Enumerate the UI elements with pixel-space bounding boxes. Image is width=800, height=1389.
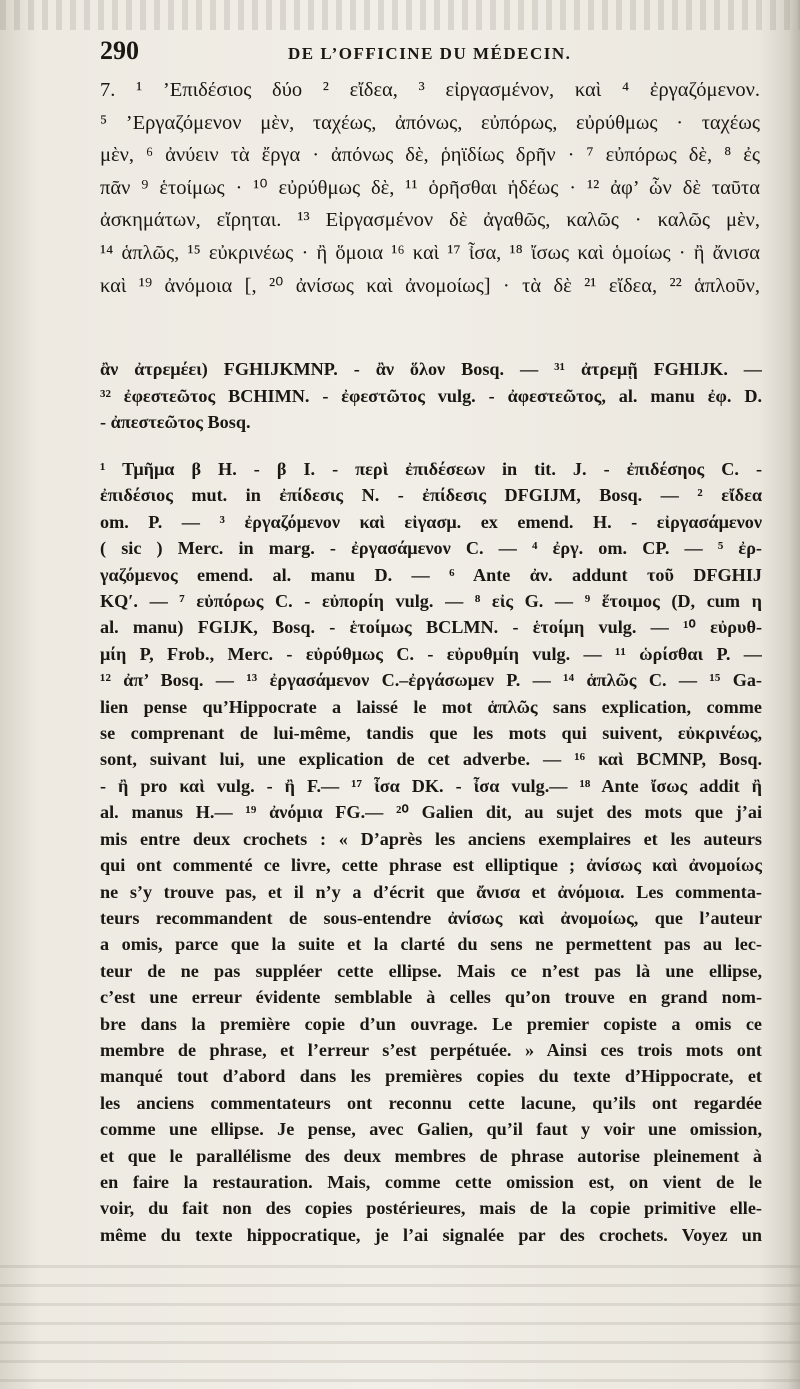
footnote-line: en faire la restauration. Mais, comme cette omission est, on vient de le (100, 1171, 762, 1192)
footnote-line: c’est une erreur évidente semblable à celles qu’on trouve en grand nom- (100, 987, 762, 1008)
main-line: καὶ ¹⁹ ἀνόμοια [, ²⁰ ἀνίσως καὶ ἀνομοίως] · τὰ δὲ ²¹ εἴδεα, ²² ἁπλοῦν, (100, 274, 760, 297)
bleed-through-bottom (0, 1249, 800, 1389)
main-line: 7. ¹ ’Επιδέσιος δύο ² εἴδεα, ³ εἰργασμένον, καὶ ⁴ ἐργαζόμενον. (100, 79, 760, 101)
footnote-line: om. P. — ³ ἐργαζόμενον καὶ εἰγασμ. ex emend. H. - εἰργασάμενον (100, 511, 762, 532)
page-header (100, 36, 760, 68)
footnotes-continued (100, 356, 762, 436)
footnote-line: mis entre deux crochets : « D’après les anciens exemplaires et les auteurs (100, 828, 762, 849)
footnote-line: a omis, parce que la suite et la clarté du sens ne permettent pas au lec- (100, 934, 762, 955)
footnote-line: ( sic ) Merc. in marg. - ἐργασάμενον C. — ⁴ ἐργ. om. CP. — ⁵ ἐρ- (100, 538, 762, 559)
footnote-line: μίη P, Frob., Merc. - εὐρύθμως C. - εὐρυθμίη vulg. — ¹¹ ὡρίσθαι P. — (100, 643, 762, 664)
footnote-line: ¹ Τμῆμα β H. - β I. - περὶ ἐπιδέσεων in tit. J. - ἐπιδέσηος C. - (100, 459, 762, 479)
bleed-through-top (0, 0, 800, 30)
footnote-line: ἂν ἀτρεμέει) FGHIJKMNP. - ἂν ὅλον Bosq. — ³¹ ἀτρεμῇ FGHIJK. — (100, 359, 762, 379)
running-title: DE L’OFFICINE DU MÉDECIN. (288, 44, 572, 63)
footnote-line: bre dans la première copie d’un ouvrage. Le premier copiste a omis ce (100, 1013, 762, 1034)
main-line: πᾶν ⁹ ἑτοίμως · ¹⁰ εὐρύθμως δὲ, ¹¹ ὁρῆσθαι ἡδέως · ¹² ἀφ’ ὧν δὲ ταῦτα (100, 176, 760, 199)
footnote-line: comme une ellipse. Je pense, avec Galien, qu’il faut y voir une omission, (100, 1119, 762, 1140)
main-line: ἀσκημάτων, εἴρηται. ¹³ Εἰργασμένον δὲ ἀγαθῶς, καλῶς · καλῶς μὲν, (100, 209, 760, 232)
main-line: ¹⁴ ἁπλῶς, ¹⁵ εὐκρινέως · ἢ ὅμοια ¹⁶ καὶ ¹⁷ ἶσα, ¹⁸ ἴσως καὶ ὁμοίως · ἢ ἄνισα (100, 241, 760, 264)
footnote-line: - ἀπεστεῶτος Bosq. (100, 412, 251, 432)
footnote-line: al. manu) FGIJK, Bosq. - ἑτοίμως BCLMN. - ἑτοίμη vulg. — ¹⁰ εὐρυθ- (100, 617, 762, 638)
main-line: μὲν, ⁶ ἀνύειν τὰ ἔργα · ἀπόνως δὲ, ῥηϊδίως δρῆν · ⁷ εὐπόρως δὲ, ⁸ ἐς (100, 144, 760, 167)
footnote-line: ³² ἐφεστεῶτος BCHIMN. - ἐφεστῶτος vulg. - ἀφεστεῶτος, al. manu ἐφ. D. (100, 385, 762, 406)
footnote-line: qui ont commenté ce livre, cette phrase est elliptique ; ἀνίσως καὶ ἀνομοίως (100, 855, 762, 876)
footnote-line: même du texte hippocratique, je l’ai signalée par des crochets. Voyez un (100, 1224, 762, 1245)
footnote-line: se comprenant de lui-même, tandis que les mots qui suivent, εὐκρινέως, (100, 723, 762, 744)
footnote-line: membre de phrase, et l’erreur s’est perpétuée. » Ainsi ces trois mots ont (100, 1039, 762, 1060)
footnotes-main (100, 456, 762, 1248)
footnote-line: manqué tout d’abord dans les premières copies du texte d’Hippocrate, et (100, 1066, 762, 1087)
footnote-line: ἐπιδέσιος mut. in ἐπίδεσις N. - ἐπίδεσις DFGIJM, Bosq. — ² εἴδεα (100, 485, 762, 506)
footnote-line: - ἢ pro καὶ vulg. - ἢ F.— ¹⁷ ἶσα DK. - ἶσα vulg.— ¹⁸ Ante ἴσως addit ἢ (100, 775, 762, 796)
footnote-line: lien pense qu’Hippocrate a laissé le mot ἁπλῶς sans explication, comme (100, 696, 762, 717)
footnote-line: KQ′. — ⁷ εὐπόρως C. - εὐπορίη vulg. — ⁸ εἰς G. — ⁹ ἕτοιμος (D, cum η (100, 591, 762, 612)
page-number: 290 (100, 36, 139, 65)
footnote-line: et que le parallélisme des deux membres de phrase autorise pleinement à (100, 1145, 762, 1166)
footnote-line: al. manus H.— ¹⁹ ἀνόμια FG.— ²⁰ Galien dit, au sujet des mots que j’ai (100, 802, 762, 823)
page-edge-shadow (788, 0, 800, 1389)
footnote-line: voir, du fait non des copies postérieures, mais de la copie primitive elle- (100, 1198, 762, 1219)
footnote-line: teur de ne pas suppléer cette ellipse. Mais ce n’est pas là une ellipse, (100, 960, 762, 981)
footnote-line: ne s’y trouve pas, et il n’y a d’écrit que ἄνισα et ἀνόμοια. Les commenta- (100, 881, 762, 902)
footnote-line: γαζόμενος emend. al. manu D. — ⁶ Ante ἀν. addunt τοῦ DFGHIJ (100, 564, 762, 585)
main-text-block (100, 74, 760, 302)
footnote-line: sont, suivant lui, une explication de cet adverbe. — ¹⁶ καὶ BCMNP, Bosq. (100, 749, 762, 770)
main-line: ⁵ ’Εργαζόμενον μὲν, ταχέως, ἀπόνως, εὐπόρως, εὐρύθμως · ταχέως (100, 111, 760, 134)
footnote-line: ¹² ἀπ’ Bosq. — ¹³ ἐργασάμενον C.–ἐργάσωμεν P. — ¹⁴ ἁπλῶς C. — ¹⁵ Ga- (100, 670, 762, 691)
footnote-line: les anciens commentateurs ont reconnu cette lacune, qu’ils ont regardée (100, 1092, 762, 1113)
footnote-line: teurs recommandent de sous-entendre ἀνίσως καὶ ἀνομοίως, que l’auteur (100, 907, 762, 928)
